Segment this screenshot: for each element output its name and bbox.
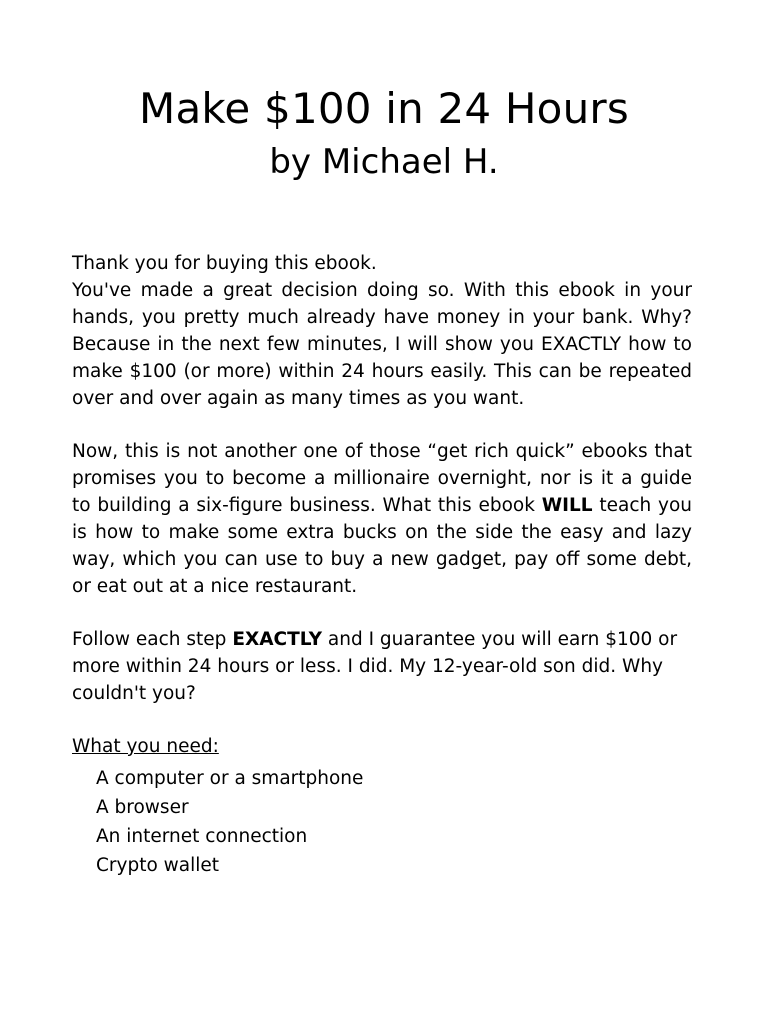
paragraph-spacer	[72, 412, 692, 438]
needs-heading: What you need:	[72, 736, 219, 757]
paragraph-3-emphasis: EXACTLY	[232, 629, 323, 650]
paragraph-2-emphasis: WILL	[541, 495, 593, 516]
needs-list-item: A browser	[96, 797, 189, 818]
document-author: by Michael H.	[269, 142, 499, 182]
intro-line-1: Thank you for buying this ebook.	[72, 253, 377, 274]
document-title: Make $100 in 24 Hours	[139, 84, 629, 133]
paragraph-2	[72, 438, 692, 600]
paragraph-2-text-a: Now, this is not another one of those “get rich quick” ebooks that promises you to become a millionaire overnight, nor is it a guide to building a six-figure business. What this ebook	[72, 441, 692, 516]
paragraph-spacer	[72, 707, 692, 733]
needs-list-item: Crypto wallet	[96, 855, 220, 876]
paragraph-3-text-b: and I guarantee you will earn $100 or more within 24 hours or less. I did. My 12-year-old son did. Why couldn't you?	[72, 629, 678, 704]
paragraph-3-text-a: Follow each step	[72, 629, 233, 650]
document-body	[72, 250, 692, 880]
intro-paragraph: You've made a great decision doing so. With this ebook in your hands, you pretty much already have money in your bank. Why? Because in the next few minutes, I will show you EXACTLY how to make $100 (or more) within 24 hours easily. This can be repeated over and over again as many times as you want.	[72, 280, 692, 409]
paragraph-2-text-b: teach you is how to make some extra bucks on the side the easy and lazy way, which you can use to buy a new gadget, pay off some debt, or eat out at a nice restaurant.	[72, 495, 692, 597]
title-block	[0, 84, 768, 182]
needs-list	[72, 764, 692, 880]
paragraph-3	[72, 626, 692, 707]
needs-list-item: A computer or a smartphone	[96, 768, 364, 789]
paragraph-spacer	[72, 600, 692, 626]
needs-list-item: An internet connection	[96, 826, 308, 847]
